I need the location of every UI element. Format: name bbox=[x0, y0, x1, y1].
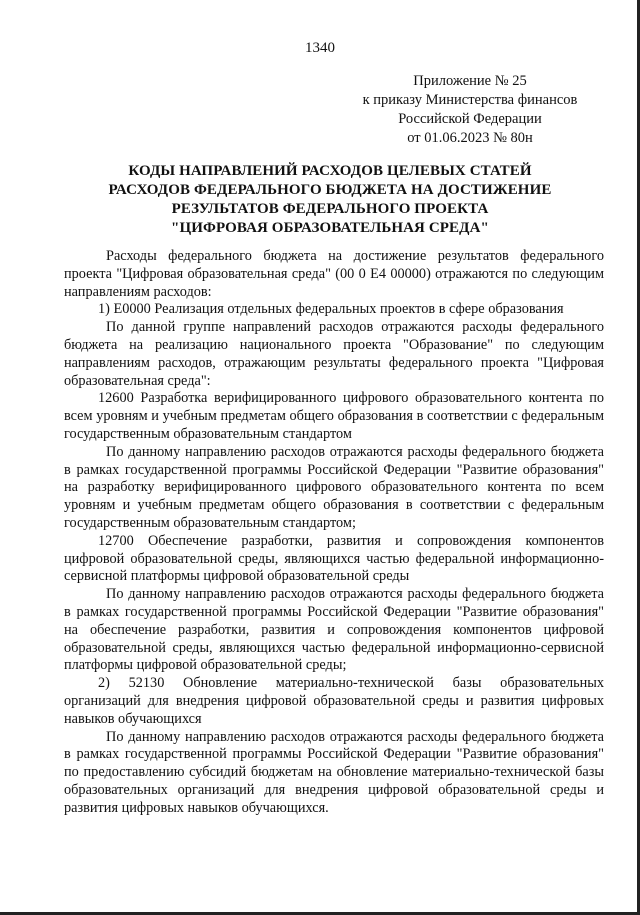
paragraph-code-12700: 12700 Обеспечение разработки, развития и сопровождения компонентов цифровой образовательной среды, являющихся частью федеральной информационно-сервисной платформы цифровой образовательной среды bbox=[64, 532, 604, 585]
title-line: "ЦИФРОВАЯ ОБРАЗОВАТЕЛЬНАЯ СРЕДА" bbox=[171, 220, 489, 236]
appendix-line: Российской Федерации bbox=[398, 111, 542, 127]
appendix-line: от 01.06.2023 № 80н bbox=[407, 130, 533, 146]
paragraph-group-description: По данной группе направлений расходов отражаются расходы федерального бюджета на реализацию национального проекта "Образование" по следующим направлениям расходов, отражающим результаты федерального проекта "Цифровая образовательная среда": bbox=[64, 319, 604, 389]
appendix-header bbox=[330, 72, 610, 148]
paragraph-item-1: 1) E0000 Реализация отдельных федеральных проектов в сфере образования bbox=[98, 301, 564, 318]
appendix-line: к приказу Министерства финансов bbox=[362, 92, 578, 108]
title-line: РАСХОДОВ ФЕДЕРАЛЬНОГО БЮДЖЕТА НА ДОСТИЖЕНИЕ bbox=[108, 182, 552, 198]
title-line: РЕЗУЛЬТАТОВ ФЕДЕРАЛЬНОГО ПРОЕКТА bbox=[171, 201, 489, 217]
paragraph-code-12600: 12600 Разработка верифицированного цифрового образовательного контента по всем уровням и учебным предметам общего образования в соответствии с федеральным государственным образовательным стандартом bbox=[64, 390, 604, 442]
paragraph-code-52130-description: По данному направлению расходов отражаются расходы федерального бюджета в рамках государственной программы Российской Федерации "Развитие образования" по предоставлению субсидий бюджетам на обновление материально-технической базы образовательных организаций для внедрения цифровой образовательной среды и развития цифровых навыков обучающихся. bbox=[64, 728, 604, 816]
paragraph-item-2: 2) 52130 Обновление материально-технической базы образовательных организаций для внедрения цифровой образовательной среды и развития цифровых навыков обучающихся bbox=[64, 675, 604, 727]
page-number: 1340 bbox=[305, 40, 335, 56]
document-title bbox=[60, 162, 600, 238]
paragraph-intro: Расходы федерального бюджета на достижение результатов федерального проекта "Цифровая образовательная среда" (00 0 E4 00000) отражаются по следующим направлениям расходов: bbox=[64, 248, 604, 300]
paragraph-code-12600-description: По данному направлению расходов отражаются расходы федерального бюджета в рамках государственной программы Российской Федерации "Развитие образования" на разработку верифицированного цифрового образовательного контента по всем уровням и учебным предметам общего образования в соответствии с федеральным государственным образовательным стандартом; bbox=[64, 443, 604, 531]
paragraph-code-12700-description: По данному направлению расходов отражаются расходы федерального бюджета в рамках государственной программы Российской Федерации "Развитие образования" на обеспечение разработки, развития и сопровождения компонентов цифровой образовательной среды, являющихся частью федеральной информационно-сервисной платформы цифровой образовательной среды; bbox=[64, 586, 604, 674]
document-body bbox=[64, 248, 604, 818]
title-line: КОДЫ НАПРАВЛЕНИЙ РАСХОДОВ ЦЕЛЕВЫХ СТАТЕЙ bbox=[128, 163, 532, 179]
appendix-line: Приложение № 25 bbox=[413, 73, 527, 89]
